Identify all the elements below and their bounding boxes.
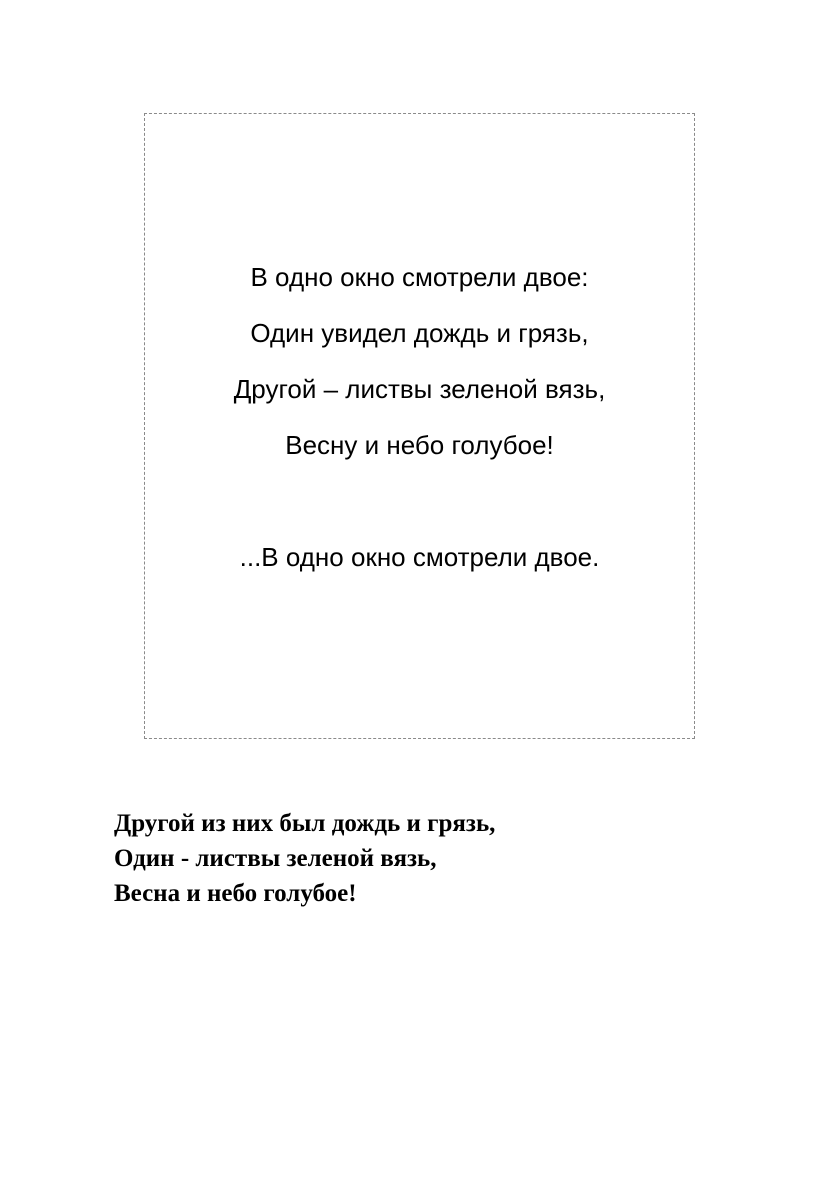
poem-line: ...В одно окно смотрели двое. (239, 542, 600, 572)
poem-line: Другой – листвы зеленой вязь, (233, 374, 606, 404)
bottom-text-line: Один - листвы зеленой вязь, (114, 845, 437, 872)
poem-line: Весну и небо голубое! (285, 430, 554, 460)
poem-line: В одно окно смотрели двое: (250, 262, 589, 292)
bottom-text-line: Весна и небо голубое! (114, 880, 357, 907)
poem-box (144, 113, 695, 739)
poem-line: Один увидел дождь и грязь, (250, 318, 589, 348)
bottom-text-block (114, 806, 495, 911)
bottom-text-line: Другой из них был дождь и грязь, (114, 810, 496, 837)
